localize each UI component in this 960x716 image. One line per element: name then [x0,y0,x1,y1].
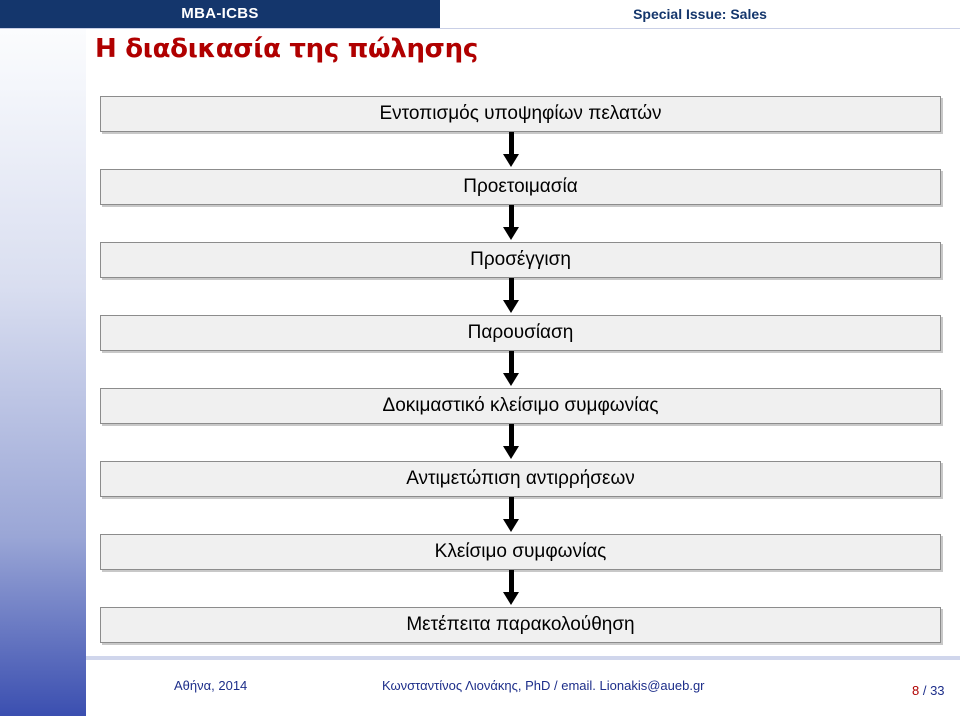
step-follow-up: Μετέπειτα παρακολούθηση [100,607,941,643]
arrow-down-icon [100,497,941,534]
footer-page-number [912,683,945,698]
footer-divider [86,656,960,660]
page-total: 33 [930,683,945,698]
step-trial-close: Δοκιμαστικό κλείσιμο συμφωνίας [100,388,941,424]
footer-author-email: Κωνσταντίνος Λιονάκης, PhD / email. Lionakis@aueb.gr [382,678,705,693]
step-preparation: Προετοιμασία [100,169,941,205]
sales-process-flowchart [100,96,941,643]
footer-location-date: Αθήνα, 2014 [174,678,248,693]
page-title: Η διαδικασία της πώλησης [95,34,478,64]
page-current: 8 [912,683,920,698]
header-program-label: MBA-ICBS [0,0,440,28]
slide-header [0,0,960,29]
arrow-down-icon [100,205,941,242]
arrow-down-icon [100,132,941,169]
step-approach: Προσέγγιση [100,242,941,278]
step-presentation: Παρουσίαση [100,315,941,351]
step-closing: Κλείσιμο συμφωνίας [100,534,941,570]
arrow-down-icon [100,351,941,388]
step-prospecting: Εντοπισμός υποψηφίων πελατών [100,96,941,132]
header-issue-label: Special Issue: Sales [633,6,767,22]
page-separator: / [919,683,931,698]
arrow-down-icon [100,278,941,315]
arrow-down-icon [100,570,941,607]
step-handling-objections: Αντιμετώπιση αντιρρήσεων [100,461,941,497]
arrow-down-icon [100,424,941,461]
left-gradient-strip [0,0,86,716]
